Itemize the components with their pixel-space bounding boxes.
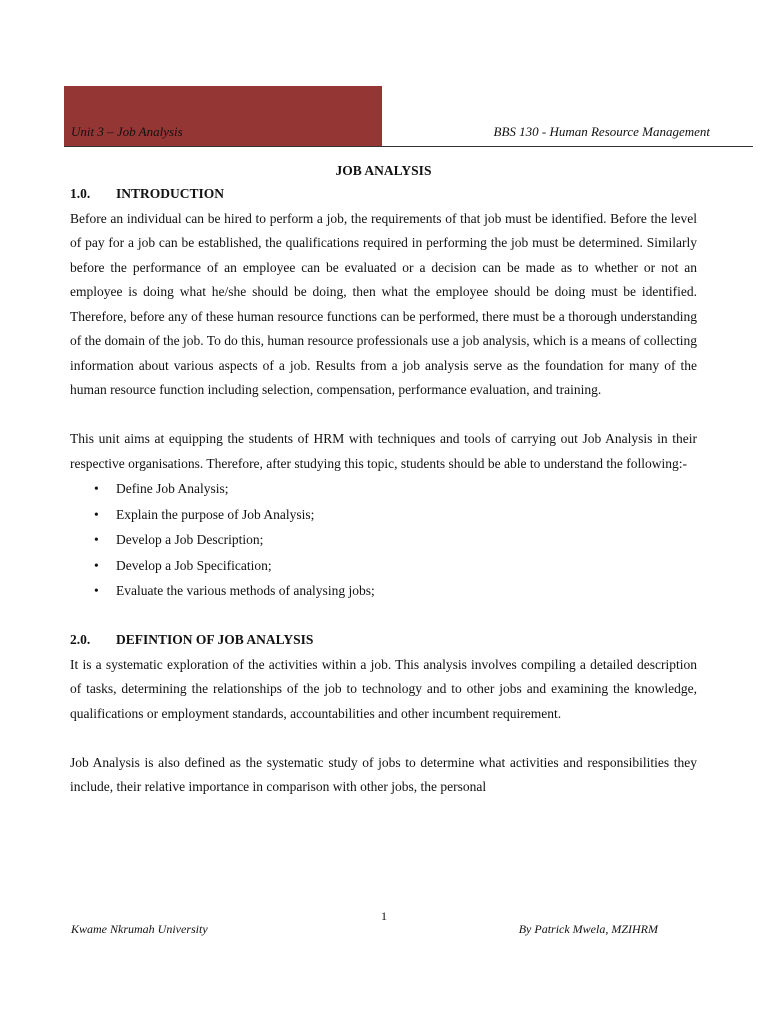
bullet-icon: • [94, 532, 99, 547]
bullet-icon: • [94, 506, 99, 522]
intro-paragraph-1: Before an individual can be hired to perform a job, the requirements of that job must be identified. Before the level of pay for a job can be established, the qualifications required in performing the job must be determined. Similarly before the performance of an employee can be evaluated or a decision can be made as to whether or not an employee is doing what he/she should be doing, then what the employee should be doing must be identified. Therefore, before any of these human resource functions can be performed, there must be a thorough understanding of the domain of the job. To do this, human resource professionals use a job analysis, which is a means of collecting information about various aspects of a job. Results from a job analysis serve as the foundation for many of the human resource function including selection, compensation, performance evaluation, and training. [70, 210, 697, 397]
header-divider [64, 146, 753, 147]
header-course-title: BBS 130 - Human Resource Management [493, 124, 710, 139]
definition-paragraph-2: Job Analysis is also defined as the systematic study of jobs to determine what activities and responsibilities they include, their relative importance in comparison with other jobs, the personal [70, 754, 697, 794]
document-body [70, 160, 697, 800]
definition-paragraph-1: It is a systematic exploration of the activities within a job. This analysis involves compiling a detailed description of tasks, determining the relationships of the job to technology and to other jobs and examining the knowledge, qualifications or employment standards, accountabilities and other incumbent requirement. [70, 656, 697, 721]
list-item: • Develop a Job Description; [70, 527, 697, 553]
section-heading-definition [70, 628, 697, 653]
section-title: INTRODUCTION [116, 186, 225, 201]
list-item: • Explain the purpose of Job Analysis; [70, 502, 697, 528]
bullet-icon: • [94, 583, 99, 598]
section-number: 2.0. [70, 632, 91, 647]
bullet-icon: • [94, 481, 99, 496]
header-unit-title: Unit 3 – Job Analysis [71, 124, 183, 139]
footer-author: By Patrick Mwela, MZIHRM [518, 922, 658, 936]
intro-paragraph-2: This unit aims at equipping the students of HRM with techniques and tools of carrying out Job Analysis in their respective organisations. Therefore, after studying this topic, students should be able to understand the following:- [70, 431, 697, 471]
page-number: 1 [381, 909, 387, 923]
objectives-list [70, 476, 697, 604]
section-heading-introduction [70, 182, 697, 207]
section-title: DEFINTION OF JOB ANALYSIS [116, 632, 314, 647]
list-item: • Evaluate the various methods of analysing jobs; [70, 578, 697, 604]
footer-institution: Kwame Nkrumah University [71, 922, 208, 936]
document-title: JOB ANALYSIS [335, 163, 432, 178]
list-item: • Develop a Job Specification; [70, 553, 697, 579]
list-item: • Define Job Analysis; [70, 476, 697, 502]
bullet-icon: • [94, 557, 99, 573]
section-number: 1.0. [70, 186, 91, 201]
